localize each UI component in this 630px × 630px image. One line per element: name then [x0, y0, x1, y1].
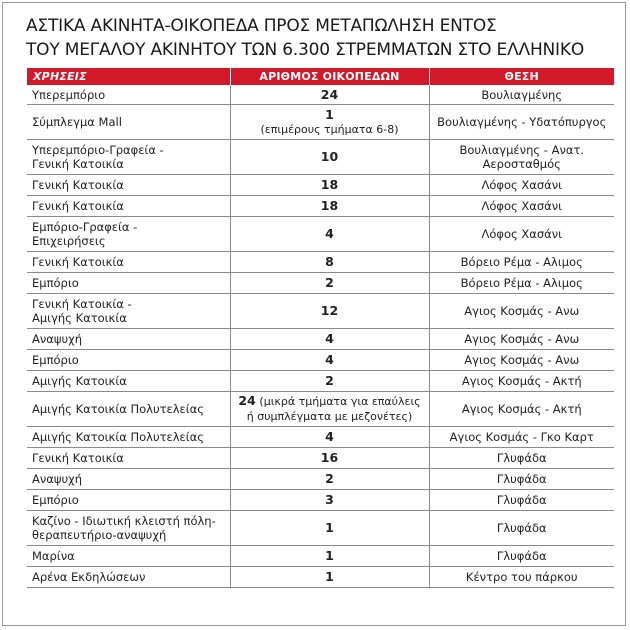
plot-count-value: 1: [325, 106, 334, 122]
plot-count-value: 18: [320, 198, 339, 213]
use-text: Καζίνο - Ιδιωτική κλειστή πόλη-: [32, 514, 216, 528]
plot-count-value: 16: [320, 450, 339, 465]
cell-plot-count: [230, 427, 429, 448]
plot-count-value: 24: [238, 393, 256, 408]
table-row: [27, 350, 614, 371]
title-line-2: ΤΟΥ ΜΕΓΑΛΟΥ ΑΚΙΝΗΤΟΥ ΤΩΝ 6.300 ΣΤΡΕΜΜΑΤΩΝ ΣΤΟ ΕΛΛΗΝΙΚΟ: [26, 40, 585, 60]
use-text: Εμπόριο: [32, 353, 79, 367]
cell-location: [429, 567, 614, 588]
plot-count-value: 1: [325, 548, 334, 563]
location-text: Λόφος Χασάνι: [481, 178, 563, 192]
cell-plot-count: [230, 85, 429, 105]
cell-use: [27, 175, 230, 196]
cell-location: [429, 140, 614, 175]
use-text: Εμπόριο: [32, 493, 79, 507]
cell-use: [27, 469, 230, 490]
use-text: Επιχειρήσεις: [32, 234, 106, 248]
cell-location: [429, 350, 614, 371]
table-row: [27, 329, 614, 350]
cell-plot-count: [230, 469, 429, 490]
plot-count-value: 24: [320, 86, 339, 102]
table-row: [27, 175, 614, 196]
cell-location: [429, 217, 614, 252]
use-text: Υπερεμπόριο: [32, 87, 106, 102]
location-text: Αγιος Κοσμάς - Ακτή: [461, 374, 582, 388]
page-title: [26, 14, 616, 62]
use-text: Γενική Κατοικία: [32, 451, 124, 465]
table-row: [27, 469, 614, 490]
cell-location: [429, 511, 614, 546]
plot-count-value: 2: [325, 471, 334, 486]
cell-plot-count: [230, 490, 429, 511]
plot-count-value: 3: [325, 492, 334, 507]
location-text: Γλυφάδα: [496, 549, 547, 563]
cell-location: [429, 85, 614, 105]
location-text: Αγιος Κοσμάς - Ανω: [464, 304, 580, 318]
cell-use: [27, 140, 230, 175]
table-row: [27, 273, 614, 294]
use-text: Εμπόριο: [32, 276, 79, 290]
cell-use: [27, 490, 230, 511]
cell-plot-count: [230, 350, 429, 371]
land-plots-table: [27, 68, 614, 588]
cell-plot-count: [230, 105, 429, 140]
use-text: Αρένα Εκδηλώσεων: [32, 570, 146, 584]
location-text: Αγιος Κοσμάς - Γκο Καρτ: [449, 430, 594, 444]
table-row: [27, 85, 614, 105]
use-text: Γενική Κατοικία: [32, 157, 124, 171]
table-row: [27, 252, 614, 273]
use-text: Υπερεμπόριο-Γραφεία -: [32, 143, 164, 157]
cell-use: [27, 350, 230, 371]
cell-use: [27, 196, 230, 217]
cell-plot-count: [230, 546, 429, 567]
cell-plot-count: [230, 196, 429, 217]
table-row: [27, 392, 614, 427]
location-text: Γλυφάδα: [496, 451, 547, 465]
cell-use: [27, 511, 230, 546]
cell-plot-count: [230, 567, 429, 588]
cell-location: [429, 105, 614, 140]
table-row: [27, 546, 614, 567]
column-header-uses: ΧΡΗΣΕΙΣ: [27, 68, 230, 85]
use-text: Γενική Κατοικία: [32, 178, 124, 192]
location-text: Κέντρο του πάρκου: [465, 570, 578, 584]
cell-use: [27, 294, 230, 329]
column-header-plot-count: ΑΡΙΘΜΟΣ ΟΙΚΟΠΕΔΩΝ: [230, 68, 429, 85]
cell-use: [27, 448, 230, 469]
table-row: [27, 196, 614, 217]
cell-location: [429, 469, 614, 490]
location-text: Αγιος Κοσμάς - Ακτή: [461, 402, 582, 416]
cell-plot-count: [230, 448, 429, 469]
cell-location: [429, 196, 614, 217]
use-text: θεραπευτήριο-αναψυχή: [32, 528, 167, 542]
plot-count-value: 2: [325, 275, 334, 290]
location-text: Βουλιαγμένης: [481, 87, 563, 102]
plot-count-note: ή συμπλέγματα με μεζονέτες): [246, 410, 413, 423]
location-text: Βόρειο Ρέμα - Αλιμος: [460, 276, 583, 290]
cell-location: [429, 329, 614, 350]
table-row: [27, 371, 614, 392]
cell-use: [27, 329, 230, 350]
location-text: Αγιος Κοσμάς - Ανω: [464, 353, 580, 367]
location-text: Αγιος Κοσμάς - Ανω: [464, 332, 580, 346]
location-text: Βουλιαγμένης - Υδατόπυργος: [437, 115, 607, 129]
plot-count-note: (μικρά τμήματα για επαύλεις: [259, 395, 421, 408]
cell-location: [429, 427, 614, 448]
cell-use: [27, 546, 230, 567]
cell-location: [429, 448, 614, 469]
use-text: Εμπόριο-Γραφεία -: [32, 220, 138, 234]
table-body: [27, 85, 614, 588]
plot-count-value: 8: [325, 254, 334, 269]
cell-use: [27, 273, 230, 294]
cell-plot-count: [230, 217, 429, 252]
cell-location: [429, 175, 614, 196]
cell-use: [27, 567, 230, 588]
plot-count-value: 2: [325, 373, 334, 388]
table-row: [27, 294, 614, 329]
table-row: [27, 217, 614, 252]
cell-location: [429, 252, 614, 273]
location-text: Λόφος Χασάνι: [481, 199, 563, 213]
cell-location: [429, 546, 614, 567]
cell-plot-count: [230, 392, 429, 427]
use-text: Γενική Κατοικία: [32, 255, 124, 269]
use-text: Αμιγής Κατοικία: [32, 311, 127, 325]
cell-location: [429, 490, 614, 511]
use-text: Γενική Κατοικία: [32, 199, 124, 213]
location-text: Γλυφάδα: [496, 493, 547, 507]
cell-location: [429, 294, 614, 329]
plot-count-value: 1: [325, 569, 334, 584]
plot-count-value: 18: [320, 177, 339, 192]
cell-use: [27, 427, 230, 448]
table-row: [27, 511, 614, 546]
title-line-1: ΑΣΤΙΚΑ ΑΚΙΝΗΤΑ-ΟΙΚΟΠΕΔΑ ΠΡΟΣ ΜΕΤΑΠΩΛΗΣΗ ΕΝΤΟΣ: [26, 16, 497, 36]
cell-plot-count: [230, 511, 429, 546]
use-text: Μαρίνα: [32, 549, 75, 563]
plot-count-value: 1: [325, 520, 334, 535]
plot-count-value: 4: [325, 226, 334, 241]
cell-use: [27, 252, 230, 273]
plot-count-value: 4: [325, 331, 334, 346]
cell-plot-count: [230, 252, 429, 273]
table-row: [27, 105, 614, 140]
cell-location: [429, 392, 614, 427]
plot-count-value: 4: [325, 352, 334, 367]
use-text: Αμιγής Κατοικία Πολυτελείας: [32, 402, 204, 416]
use-text: Αναψυχή: [32, 332, 83, 346]
location-text: Γλυφάδα: [496, 521, 547, 535]
cell-plot-count: [230, 175, 429, 196]
column-header-location: ΘΕΣΗ: [429, 68, 614, 85]
plot-count-value: 12: [320, 303, 339, 318]
cell-use: [27, 105, 230, 140]
table-row: [27, 490, 614, 511]
location-text: Λόφος Χασάνι: [481, 227, 563, 241]
cell-location: [429, 273, 614, 294]
plot-count-value: 4: [325, 429, 334, 444]
use-text: Αμιγής Κατοικία Πολυτελείας: [32, 430, 204, 444]
table-row: [27, 140, 614, 175]
cell-use: [27, 392, 230, 427]
table-header-row: [27, 68, 614, 85]
cell-use: [27, 371, 230, 392]
use-text: Γενική Κατοικία -: [32, 297, 132, 311]
use-text: Σύμπλεγμα Mall: [32, 115, 122, 129]
cell-location: [429, 371, 614, 392]
location-text: Αεροσταθμός: [482, 157, 561, 171]
table-row: [27, 567, 614, 588]
location-text: Βόρειο Ρέμα - Αλιμος: [460, 255, 583, 269]
cell-plot-count: [230, 273, 429, 294]
location-text: Γλυφάδα: [496, 472, 547, 486]
cell-plot-count: [230, 329, 429, 350]
cell-use: [27, 217, 230, 252]
plot-count-value: 10: [320, 149, 339, 164]
table-row: [27, 427, 614, 448]
plot-count-note: (επιμέρους τμήματα 6-8): [260, 122, 399, 136]
cell-use: [27, 85, 230, 105]
cell-plot-count: [230, 371, 429, 392]
use-text: Αμιγής Κατοικία: [32, 374, 127, 388]
use-text: Αναψυχή: [32, 472, 83, 486]
location-text: Βουλιαγμένης - Ανατ.: [459, 143, 585, 157]
cell-plot-count: [230, 294, 429, 329]
cell-plot-count: [230, 140, 429, 175]
table-row: [27, 448, 614, 469]
